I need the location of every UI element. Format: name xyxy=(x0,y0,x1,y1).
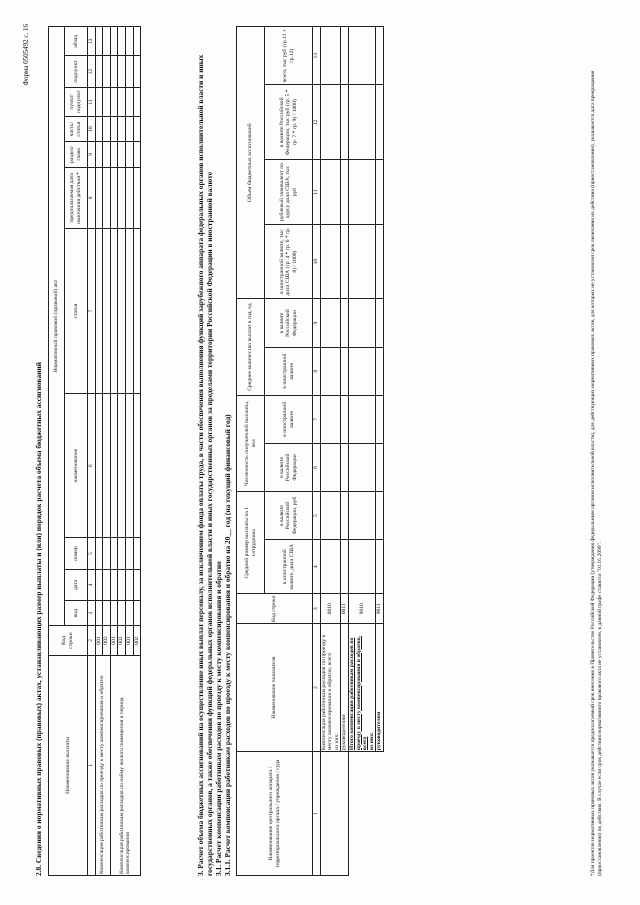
form-code: Форма 0505492 с. 16 xyxy=(22,24,30,86)
row-indicator: руководителям xyxy=(341,624,349,752)
rotated-form-page xyxy=(18,20,622,882)
row-indicator-text: Компенсация работникам расходов по проезду к месту компенсирования и обратно, всего xyxy=(320,634,334,751)
acts-table xyxy=(48,26,141,876)
h-name: Наименование выплаты xyxy=(49,655,88,875)
h-vol: Объем бюджетных ассигнований xyxy=(237,27,265,300)
h-total: всего, тыс руб (гр.11 + гр.12) xyxy=(265,27,313,85)
row-name: Компенсация работникам расходов по проезду к месту компенсирования и обратно xyxy=(95,655,110,875)
h-fx-k: в иностранной валюте, тыс долл США (гр. 4 * гр. 6 * гр. 8) / 1000) xyxy=(265,224,313,299)
footnote: *Для проектов нормативных правовых актов указывается предполагаемый срок внесения в Правительство Российской Федерации (утверждения федеральным органом исполнительной власти), для действующих нормативных правовых актов, для которых не установлен срок окончания их действия (приостановления), указывается дата прекращения (приостановления) их действия. В случае если срок действия нормативного правового акта не установлен, в данной графе ставится "01.01.2099". xyxy=(590,70,603,876)
col-num: 5 xyxy=(88,538,96,569)
table-row xyxy=(376,27,384,876)
row-code: 0011 xyxy=(341,594,349,624)
h-num: номер xyxy=(65,538,88,569)
h-end: предполагаемая дата окончания действия * xyxy=(65,167,88,229)
col-num: 8 xyxy=(313,347,321,395)
h-chast: часть/ статья xyxy=(65,117,88,142)
col-num: 2 xyxy=(313,624,321,752)
h-rf: в валюте Российской Федерации xyxy=(265,443,313,491)
h-date: дата xyxy=(65,569,88,600)
h-podp: подпункт xyxy=(65,56,88,87)
h-code: Код строки xyxy=(237,594,313,624)
col-num: 9 xyxy=(313,299,321,347)
h-razd: раздел/ глава xyxy=(65,142,88,167)
col-num: 12 xyxy=(313,85,321,160)
col-num: 5 xyxy=(313,492,321,540)
row-sub-label: из них: xyxy=(368,732,375,751)
col-num: 7 xyxy=(88,229,96,394)
col-num: 6 xyxy=(88,393,96,538)
row-indicator-text: Итого компенсация работникам расходов по проезду к месту компенсирования и обратно, всего xyxy=(348,636,369,751)
col-number-row xyxy=(88,27,96,876)
row-name: Компенсация работникам расходов по найму жилого помещения в период компенсирования xyxy=(110,655,140,875)
col-num: 9 xyxy=(88,142,96,167)
row-code: 002 xyxy=(133,626,141,655)
table-row xyxy=(95,27,103,876)
compensation-table xyxy=(236,26,384,876)
col-num: 4 xyxy=(313,540,321,594)
row-indicator xyxy=(348,624,375,752)
col-num: 4 xyxy=(88,569,96,600)
section-2-8-title: 2.8. Сведения о нормативных правовых (правовых) актах, устанавливающих размер выплаты и (или) порядок расчета объема бюджетных ассигнований xyxy=(34,362,43,876)
h-stat: статья xyxy=(65,229,88,394)
row-indicator xyxy=(320,624,341,752)
h-rub: в валюте Российской Федерации, руб xyxy=(265,492,313,540)
col-num: 11 xyxy=(313,160,321,225)
h-code: Код строки xyxy=(49,626,88,655)
section-3-1-1-title: 3.1.1. Расчет компенсации работникам расходов по проезду к месту компенсирования и обратно на 20__ год (на текущий финансовый год) xyxy=(223,414,232,876)
col-num: 1 xyxy=(313,752,321,876)
section-3-title: 3. Расчет объема бюджетных ассигнований на осуществление иных выплат персоналу, за исключением фонда оплаты труда, в части обеспечения выполнения функций зарубежного аппарата федеральных органов исполнительной власти и иных государственных органов, а также обеспечения функций федеральных органов исполнительной власти и иных государственных органов за пределами территории Российской Федерации в иностранной валюте xyxy=(196,54,214,876)
h-rub-eq: рублевый эквивалент по курсу долл США, тыс руб xyxy=(265,160,313,225)
row-code: 0010 xyxy=(320,594,341,624)
table-row xyxy=(341,27,349,876)
row-code: 002 xyxy=(118,626,126,655)
row-indicator: руководителям xyxy=(376,624,384,752)
col-num: 8 xyxy=(88,167,96,229)
h-org: Наименование центрального аппарата / территориального органа / учреждения / суда xyxy=(237,752,313,876)
col-num: 6 xyxy=(313,443,321,491)
h-vid: вид xyxy=(65,601,88,626)
col-num: 12 xyxy=(88,56,96,87)
col-num: 10 xyxy=(88,117,96,142)
h-naim: наименование xyxy=(65,393,88,538)
h-fx-usd: в иностранной валюте, долл США xyxy=(265,540,313,594)
col-num: 11 xyxy=(88,87,96,116)
h-qty: Среднее количество выплат в год, ед xyxy=(237,299,265,395)
row-code: 002 xyxy=(103,626,111,655)
table-row xyxy=(320,27,341,876)
section-3-1-title: 3.1. Расчет компенсации работникам расходов по проезду к месту компенсирования и обратно xyxy=(214,561,223,876)
table-row xyxy=(110,27,118,876)
col-num: 13 xyxy=(88,27,96,56)
h-avg: Средний размер выплаты на 1 сотрудника xyxy=(237,492,265,594)
row-code: 001 xyxy=(95,626,103,655)
h-cnt: Численность получателей выплаты, чел xyxy=(237,395,265,491)
row-code: 9011 xyxy=(376,594,384,624)
h-ind: Наименование показателя xyxy=(237,624,313,752)
col-num: 13 xyxy=(313,27,321,85)
col-number-row xyxy=(313,27,321,876)
col-num: 10 xyxy=(313,224,321,299)
h-rf-k: в валюте Российской Федерации, тыс руб (гр. 5 * гр. 7 * гр. 9) / 1000) xyxy=(265,85,313,160)
row-code: 001 xyxy=(125,626,133,655)
col-num: 1 xyxy=(88,655,96,875)
h-act: Нормативный правовой (правовой) акт xyxy=(49,27,65,626)
col-num: 3 xyxy=(313,594,321,624)
col-num: 2 xyxy=(88,626,96,655)
row-sub-label: из них: xyxy=(333,733,340,751)
h-rf-2: в валюте Российской Федерации xyxy=(265,299,313,347)
h-fx-short: в иностранной валюте xyxy=(265,395,313,443)
row-code: 001 xyxy=(110,626,118,655)
row-code: 9010 xyxy=(348,594,375,624)
h-spunkt: пункт/ подпункт xyxy=(65,87,88,116)
h-abz: абзац xyxy=(65,27,88,56)
table-row xyxy=(348,27,375,876)
h-fx-short-2: в иностранной валюте xyxy=(265,347,313,395)
col-num: 3 xyxy=(88,601,96,626)
col-num: 7 xyxy=(313,395,321,443)
